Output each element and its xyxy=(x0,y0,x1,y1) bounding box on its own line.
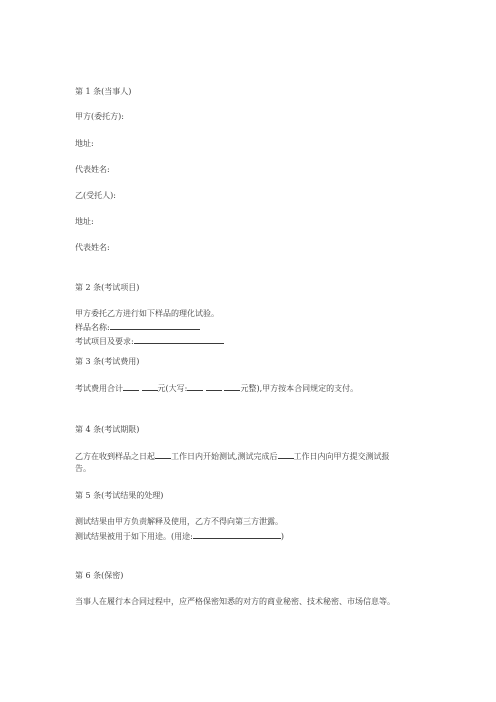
sample-name-row xyxy=(75,321,200,333)
party-b-label: 乙(受托人): xyxy=(75,191,116,200)
fee-text-a: 考试费用合计 xyxy=(75,384,123,393)
article-2-text: 甲方委托乙方进行如下样品的理化试验。 xyxy=(75,309,219,318)
period-text-c: 工作日内向甲方提交测试报 xyxy=(293,452,390,461)
article-5-heading: 第 5 条(考试结果的处理) xyxy=(75,491,164,500)
article-6-heading: 第 6 条(保密) xyxy=(75,571,124,580)
party-b-address-label: 地址: xyxy=(75,217,94,226)
test-items-row xyxy=(75,335,224,347)
fee-blank-3 xyxy=(187,382,203,391)
fee-blank-5 xyxy=(224,382,240,391)
sample-name-label: 样品名称: xyxy=(75,323,110,332)
party-a-representative-label: 代表姓名: xyxy=(75,165,110,174)
period-row xyxy=(75,450,390,462)
period-blank-2 xyxy=(278,450,294,459)
fee-blank-2 xyxy=(142,382,158,391)
party-b-representative-label: 代表姓名: xyxy=(75,243,110,252)
article-4-heading: 第 4 条(考试期限) xyxy=(75,425,140,434)
fee-blank-4 xyxy=(206,382,222,391)
confidentiality-text: 当事人在履行本合同过程中，应严格保密知悉的对方的商业秘密、技术秘密、市场信息等。 xyxy=(75,597,395,606)
usage-text-a: 测试结果被用于如下用途。(用途: xyxy=(75,532,193,541)
fee-text-b: 元(大写: xyxy=(157,384,188,393)
period-text-a: 乙方在收到样品之日起 xyxy=(75,452,155,461)
fee-blank-1 xyxy=(123,382,139,391)
article-1-heading: 第 1 条(当事人) xyxy=(75,87,132,96)
usage-row xyxy=(75,530,284,542)
test-items-label: 考试项目及要求: xyxy=(75,337,134,346)
party-a-label: 甲方(委托方): xyxy=(75,112,124,121)
period-text-b: 工作日内开始测试,测试完成后 xyxy=(171,452,278,461)
sample-name-blank xyxy=(110,321,200,330)
article-2-heading: 第 2 条(考试项目) xyxy=(75,283,140,292)
fee-row xyxy=(75,382,358,394)
party-a-address-label: 地址: xyxy=(75,139,94,148)
fee-text-c: 元整),甲方按本合同规定的支付。 xyxy=(240,384,359,393)
period-row-continued: 告。 xyxy=(75,464,91,473)
usage-text-b: ) xyxy=(280,532,284,541)
usage-blank xyxy=(193,530,281,539)
period-blank-1 xyxy=(155,450,171,459)
result-text: 测试结果由甲方负责解释及使用，乙方不得向第三方泄露。 xyxy=(75,517,283,526)
article-3-heading: 第 3 条(考试费用) xyxy=(75,357,140,366)
test-items-blank xyxy=(134,335,224,344)
